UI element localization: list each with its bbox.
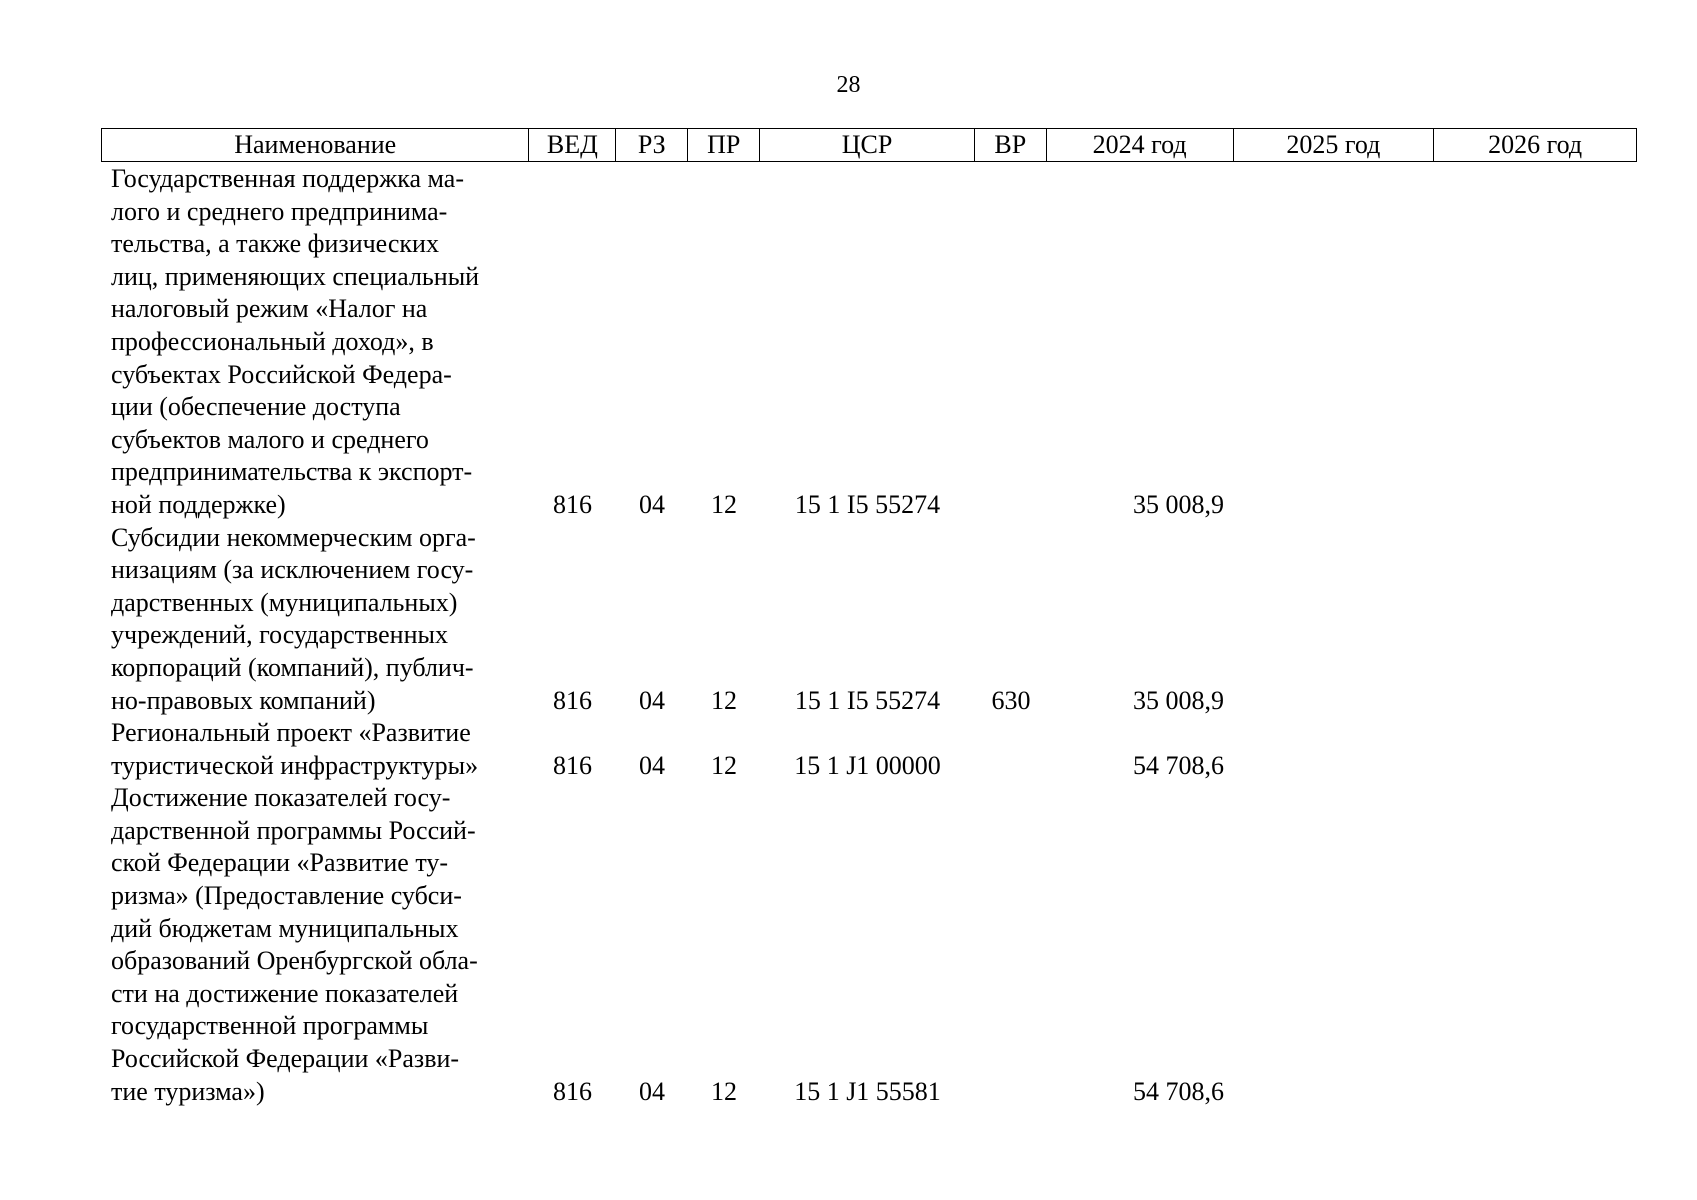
name-line: лиц, применяющих специальный <box>111 261 480 291</box>
row-2024: 35 008,9 <box>1133 685 1224 715</box>
name-line: Российской Федерации «Разви- <box>111 1044 460 1074</box>
header-vr: ВР <box>975 129 1047 161</box>
name-line: субъектах Российской Федера- <box>111 359 452 389</box>
table-header <box>101 128 1637 162</box>
name-line: Государственная поддержка ма- <box>111 164 464 193</box>
row-rz: 04 <box>639 1076 665 1106</box>
table-row <box>101 782 1637 1108</box>
name-line: государственной программы <box>111 1011 429 1041</box>
row-ved: 816 <box>553 489 592 519</box>
name-line: ризма» (Предоставление субси- <box>111 881 462 911</box>
name-line: учреждений, государственных <box>111 620 448 650</box>
row-ved: 816 <box>553 750 592 780</box>
row-name <box>101 522 529 718</box>
row-csr: 15 1 J1 55581 <box>794 1076 941 1106</box>
row-pr: 12 <box>711 750 737 780</box>
table-row <box>101 522 1637 718</box>
header-2025: 2025 год <box>1234 129 1435 161</box>
page-number: 28 <box>836 72 861 98</box>
row-csr: 15 1 J1 00000 <box>794 750 941 780</box>
name-line: образований Оренбургской обла- <box>111 946 478 976</box>
name-line: дий бюджетам муниципальных <box>111 913 459 943</box>
name-line: тие туризма») <box>111 1076 265 1106</box>
row-pr: 12 <box>711 1076 737 1106</box>
header-ved: ВЕД <box>529 129 616 161</box>
table-body <box>101 163 1637 1108</box>
row-ved: 816 <box>553 1076 592 1106</box>
name-line: низациям (за исключением госу- <box>111 555 474 585</box>
row-rz: 04 <box>639 750 665 780</box>
name-line: ной поддержке) <box>111 489 286 519</box>
name-line: Достижение показателей госу- <box>111 783 451 813</box>
name-line: Субсидии некоммерческим орга- <box>111 522 476 552</box>
table-row <box>101 717 1637 782</box>
header-2024: 2024 год <box>1047 129 1234 161</box>
name-line: тельства, а также физических <box>111 229 439 259</box>
header-csr: ЦСР <box>760 129 975 161</box>
row-vr: 630 <box>991 685 1031 715</box>
row-pr: 12 <box>711 685 737 715</box>
name-line: дарственной программы Россий- <box>111 815 476 845</box>
header-name: Наименование <box>102 129 529 161</box>
row-rz: 04 <box>639 489 665 519</box>
row-2024: 54 708,6 <box>1133 1076 1224 1106</box>
name-line: предпринимательства к экспорт- <box>111 457 473 487</box>
row-name <box>101 782 529 1108</box>
name-line: профессиональный доход», в <box>111 326 434 356</box>
name-line: ской Федерации «Развитие ту- <box>111 848 449 878</box>
name-line: лого и среднего предпринима- <box>111 196 448 226</box>
row-name <box>101 717 529 782</box>
table-row <box>101 163 1637 522</box>
name-line: корпораций (компаний), публич- <box>111 652 474 682</box>
name-line: Региональный проект «Развитие <box>111 718 471 748</box>
name-line: сти на достижение показателей <box>111 978 459 1008</box>
name-line: ции (обеспечение доступа <box>111 392 401 422</box>
name-line: но-правовых компаний) <box>111 685 376 715</box>
name-line: дарственных (муниципальных) <box>111 587 458 617</box>
row-2024: 35 008,9 <box>1133 489 1224 519</box>
name-line: налоговый режим «Налог на <box>111 294 428 324</box>
row-pr: 12 <box>711 489 737 519</box>
row-csr: 15 1 I5 55274 <box>794 489 941 519</box>
row-rz: 04 <box>639 685 665 715</box>
header-rz: РЗ <box>616 129 688 161</box>
row-name <box>101 163 529 522</box>
header-pr: ПР <box>688 129 760 161</box>
row-ved: 816 <box>553 685 592 715</box>
name-line: субъектов малого и среднего <box>111 424 429 454</box>
header-2026: 2026 год <box>1488 130 1583 159</box>
row-2024: 54 708,6 <box>1133 750 1224 780</box>
row-csr: 15 1 I5 55274 <box>794 685 941 715</box>
name-line: туристической инфраструктуры» <box>111 750 479 780</box>
